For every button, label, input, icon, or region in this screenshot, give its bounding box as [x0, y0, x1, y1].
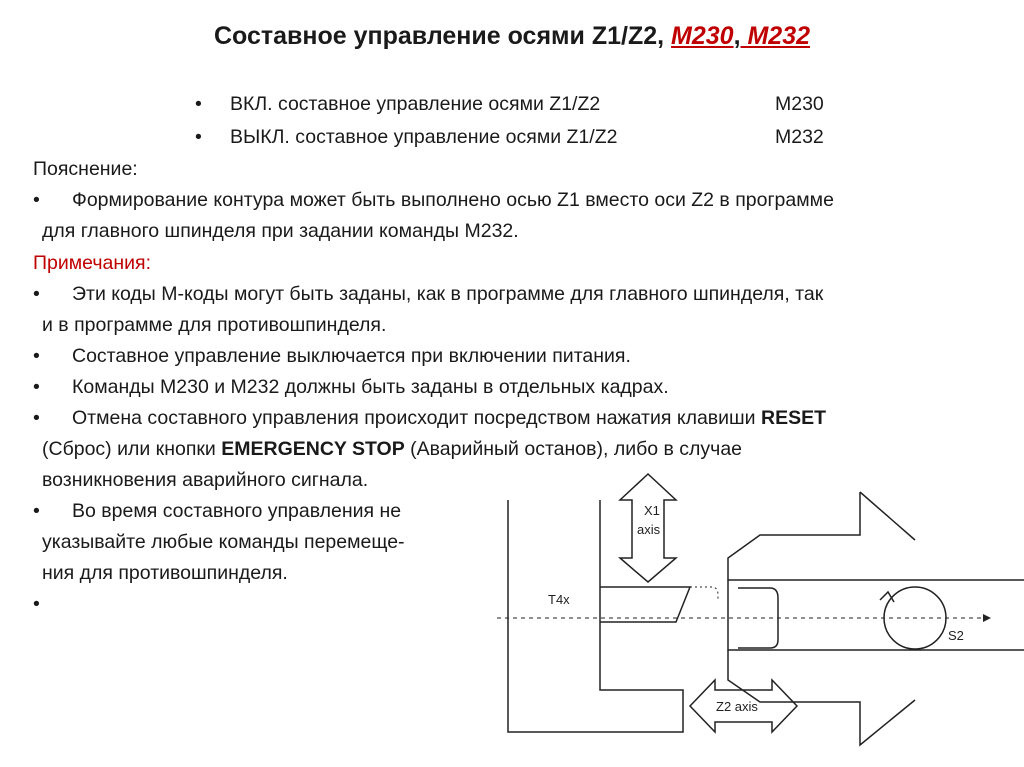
note-4-text-b: (Сброс) или кнопки	[42, 438, 222, 460]
note-5-line-3: ния для противошпинделя.	[42, 562, 288, 584]
explanation-line-2: для главного шпинделя при задании команды M232.	[42, 220, 519, 242]
note-3-line-1: Команды M230 и M232 должны быть заданы в отдельных кадрах.	[72, 376, 669, 398]
mode-on-text: ВКЛ. составное управление осями Z1/Z2	[230, 93, 601, 115]
spindle-label: S2	[948, 628, 964, 643]
mode-on-code: M230	[775, 93, 824, 115]
subspindle-body	[728, 580, 1024, 650]
subspindle-bottom	[728, 650, 915, 745]
mode-off-text: ВЫКЛ. составное управление осями Z1/Z2	[230, 126, 618, 148]
note-4-text-a: Отмена составного управления происходит посредством нажатия клавиши	[72, 407, 761, 429]
mode-bullet-off: •	[195, 126, 202, 148]
note-4-line-3: возникновения аварийного сигнала.	[42, 469, 369, 491]
title-code-m230: M230	[671, 22, 734, 50]
note-4-bullet: •	[33, 407, 40, 429]
explanation-bullet: •	[33, 189, 40, 211]
note-1-bullet: •	[33, 283, 40, 305]
note-1-line-2: и в программе для противошпинделя.	[42, 314, 387, 336]
explanation-line-1: Формирование контура может быть выполнено осью Z1 вместо оси Z2 в программе	[72, 189, 834, 211]
note-1-line-1: Эти коды M-коды могут быть заданы, как в программе для главного шпинделя, так	[72, 283, 824, 305]
emergency-stop-label: EMERGENCY STOP	[221, 438, 405, 460]
mode-off-code: M232	[775, 126, 824, 148]
tool-path	[690, 587, 718, 600]
title-code-m232: M232	[740, 22, 811, 50]
note-5-line-1: Во время составного управления не	[72, 500, 402, 522]
tool-t4x	[600, 587, 690, 622]
note-5-line-2: указывайте любые команды перемеще-	[42, 531, 405, 553]
note-4-text-c: (Аварийный останов), либо в случае	[404, 438, 743, 460]
reset-key-label: RESET	[761, 407, 827, 429]
x1-label-top: X1	[644, 503, 660, 518]
title-main: Составное управление осями Z1/Z2,	[213, 22, 672, 50]
note-2-line-1: Составное управление выключается при включении питания.	[72, 345, 631, 367]
note-3-bullet: •	[33, 376, 40, 398]
tool-label: T4x	[548, 592, 570, 607]
note-5-bullet: •	[33, 500, 40, 522]
explanation-heading: Пояснение:	[33, 158, 138, 180]
mode-bullet-on: •	[195, 93, 202, 115]
title-separator: ,	[733, 22, 741, 50]
notes-heading: Примечания:	[33, 252, 151, 274]
x1-label-bottom: axis	[637, 522, 661, 537]
note-2-bullet: •	[33, 345, 40, 367]
z2-label: Z2 axis	[716, 699, 758, 714]
note-6-bullet: •	[33, 593, 40, 615]
